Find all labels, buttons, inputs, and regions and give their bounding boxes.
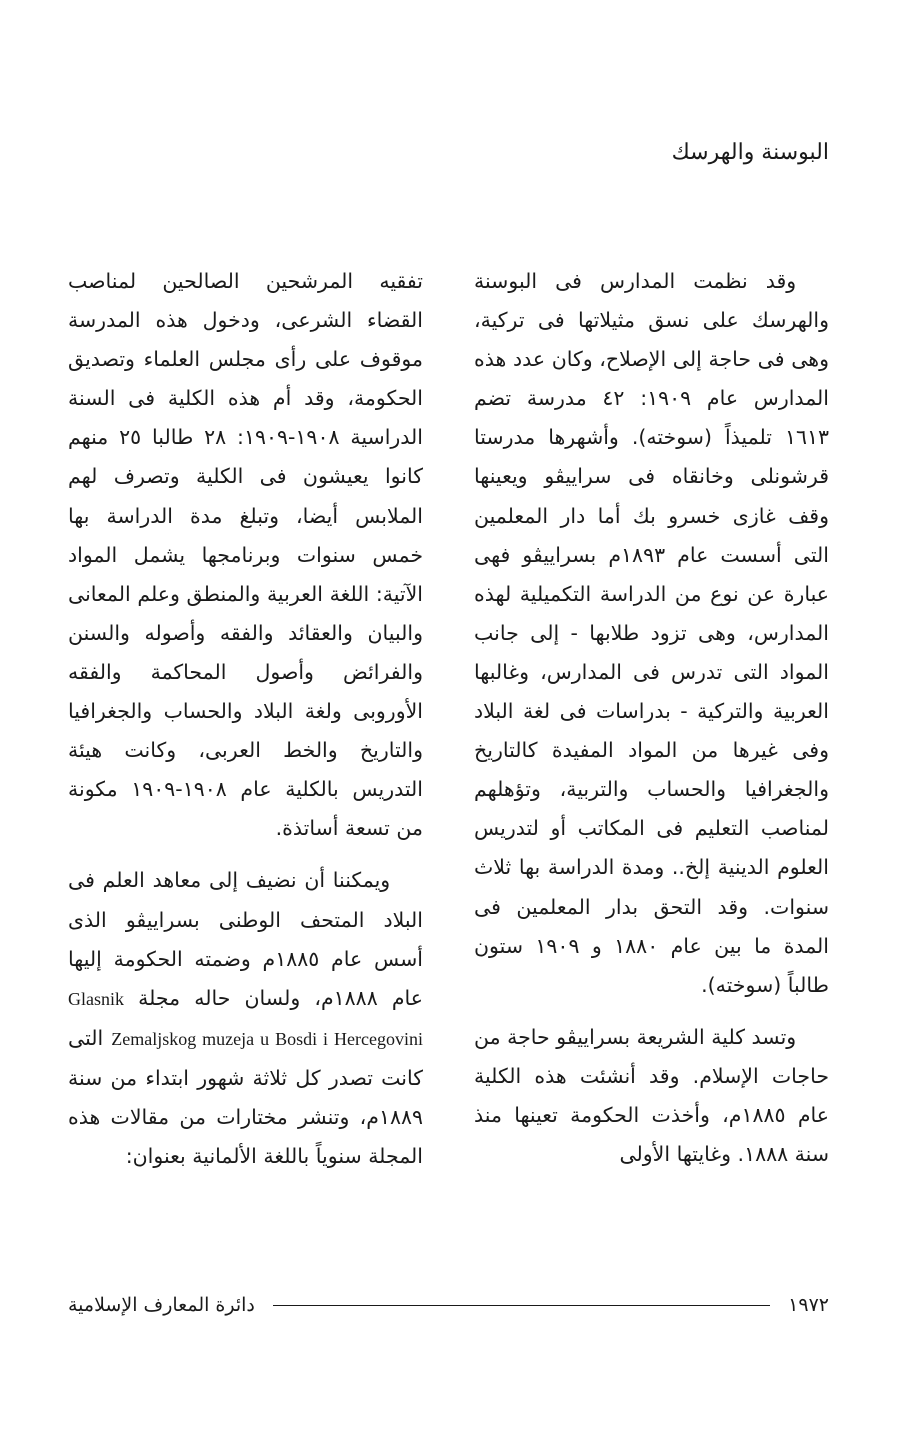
museum-text-part-1: ويمكننا أن نضيف إلى معاهد العلم فى البلاد المتحف الوطنى بسراييڤو الذى أسس عام ١٨٨٥م وضمته الحكومة إليها عام ١٨٨٨م، ولسان حاله مجلة [68, 868, 423, 1010]
footer-divider [273, 1305, 770, 1306]
publication-title: دائرة المعارف الإسلامية [68, 1294, 255, 1316]
right-text-column [474, 262, 829, 1174]
running-header: البوسنة والهرسك [671, 140, 829, 165]
paragraph-schools: وقد نظمت المدارس فى البوسنة والهرسك على نسق مثيلاتها فى تركية، وهى فى حاجة إلى الإصلاح، وكان عدد هذه المدارس عام ١٩٠٩: ٤٢ مدرسة تضم ١٦١٣ تلميذاً (سوخته). وأشهرها مدرستا قرشونلى وخانقاه فى سراييڤو ويعينها وقف غازى خسرو بك أما دار المعلمين التى أسست عام ١٨٩٣م بسراييڤو فهى عبارة عن نوع من الدراسة التكميلية لهذه المدارس، وهى تزود طلابها - إلى جانب المواد التى تدرس فى المدارس، وغالبها العربية والتركية - بدراسات فى لغة البلاد وفى غيرها من المواد المفيدة كالتاريخ والجغرافيا والحساب والتربية، وتؤهلهم لمناصب التعليم فى المكاتب أو لتدريس العلوم الدينية إلخ.. ومدة الدراسة بها ثلاث سنوات. وقد التحق بدار المعلمين فى المدة ما بين عام ١٨٨٠ و ١٩٠٩ ستون طالباً (سوخته). [474, 269, 829, 997]
museum-text-part-2: التى كانت تصدر كل ثلاثة شهور ابتداء من سنة ١٨٨٩م، وتنشر مختارات من مقالات هذه المجلة سنوياً باللغة الألمانية بعنوان: [68, 1025, 423, 1169]
page-number: ١٩٧٢ [788, 1294, 829, 1316]
page-footer [68, 1290, 829, 1320]
paragraph-sharia-college: وتسد كلية الشريعة بسراييڤو حاجة من حاجات الإسلام. وقد أنشئت هذه الكلية عام ١٨٨٥م، وأخذت الحكومة تعينها منذ سنة ١٨٨٨. وغايتها الأولى [474, 1024, 829, 1167]
paragraph-college-continued: تفقيه المرشحين الصالحين لمناصب القضاء الشرعى، ودخول هذه المدرسة موقوف على رأى مجلس العلماء وتصديق الحكومة، وقد أم هذه الكلية فى السنة الدراسية ١٩٠٨-١٩٠٩: ٢٨ طالبا ٢٥ منهم كانوا يعيشون فى الكلية وتصرف لهم الملابس أيضا، وتبلغ مدة الدراسة بها خمس سنوات وبرنامجها يشمل المواد الآتية: اللغة العربية والمنطق وعلم المعانى والبيان والعقائد والفقه وأصوله والسنن والفرائض وأصول المحاكمة والفقه الأوروبى ولغة البلاد والحساب والجغرافيا والتاريخ والخط العربى، وكانت هيئة التدريس بالكلية عام ١٩٠٨-١٩٠٩ مكونة من تسعة أساتذة. [68, 269, 423, 841]
journal-name: Glasnik Zemaljskog muzeja u Bosdi i Hercegovini [68, 988, 423, 1049]
paragraph-national-museum [68, 861, 423, 1176]
left-text-column [68, 262, 423, 1176]
